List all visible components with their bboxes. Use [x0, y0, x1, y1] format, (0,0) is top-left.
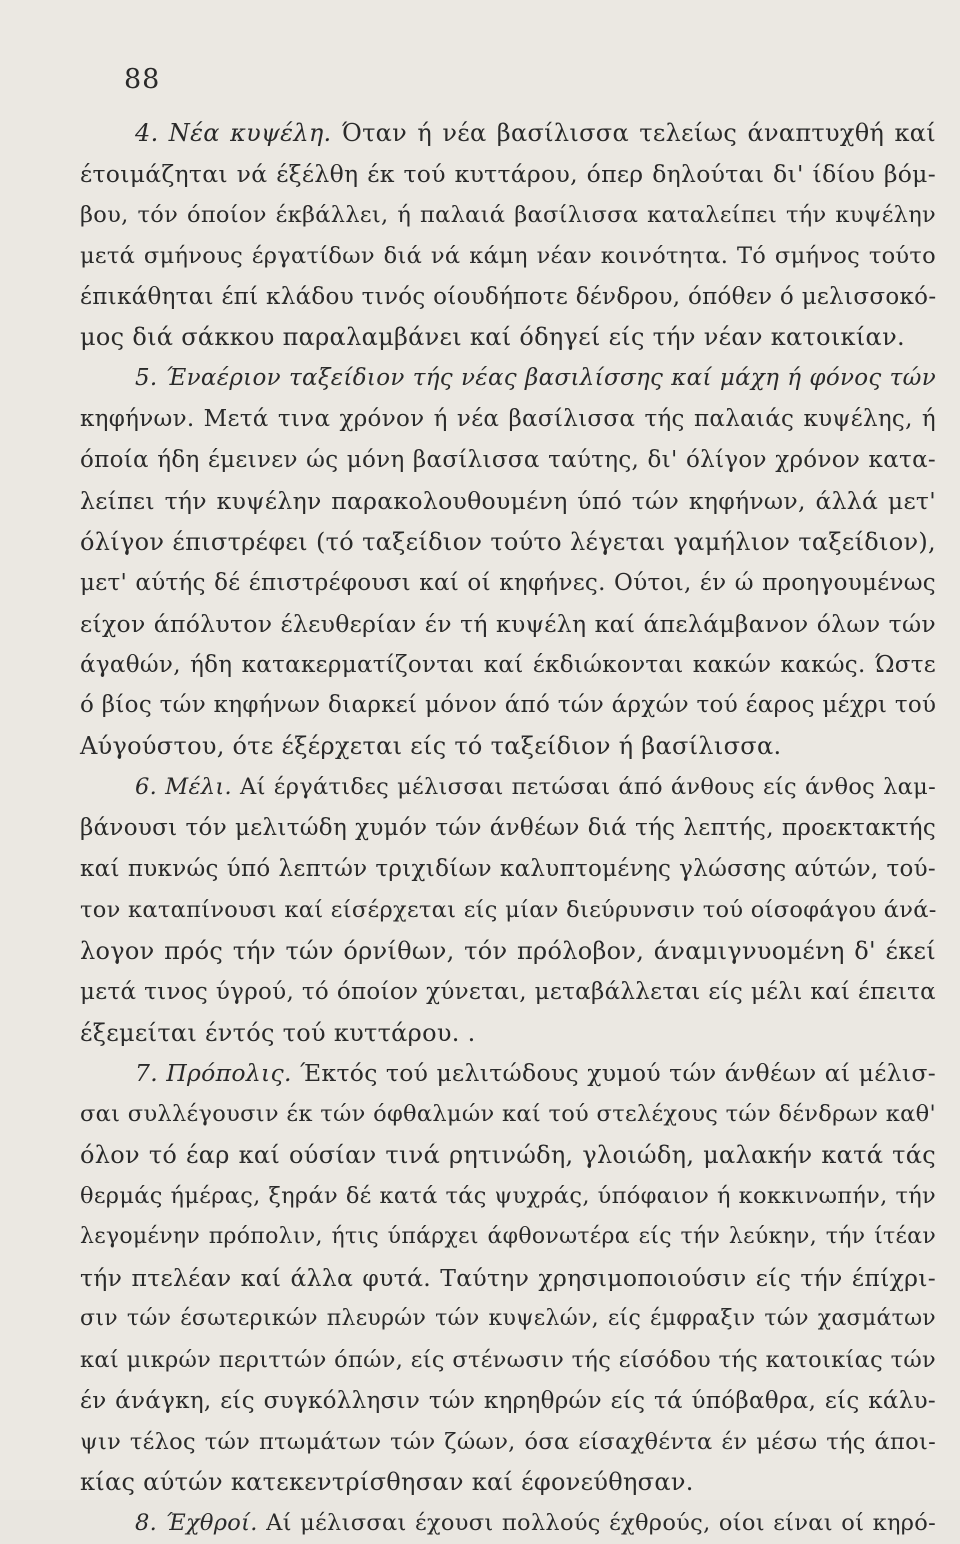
section-heading: 8. Έχθροί. — [135, 1510, 258, 1537]
text-line: καί πυκνώς ύπό λεπτών τριχιδίων καλυπτομένης γλώσσης αύτών, τού- — [80, 856, 936, 883]
text-line: 4. Νέα κυψέλη. Όταν ή νέα βασίλισσα τελείως άναπτυχθή καί — [135, 119, 936, 147]
text-line: Αύγούστου, ότε έξέρχεται είς τό ταξείδιον ή βασίλισσα. — [80, 732, 782, 761]
text-line: μετά τινος ύγρού, τό όποίον χύνεται, μεταβάλλεται είς μέλι καί έπειτα — [80, 978, 936, 1005]
text-line: έξεμείται έντός τού κυττάρου. . — [80, 1018, 476, 1047]
section-heading: 4. Νέα κυψέλη. — [135, 119, 332, 147]
text-line: είχον άπόλυτον έλευθερίαν έν τή κυψέλη καί άπελάμβανον όλων τών — [80, 609, 936, 638]
text-line: ό βίος τών κηφήνων διαρκεί μόνον άπό τών άρχών τού έαρος μέχρι τού — [80, 692, 937, 719]
text-line: μετ' αύτής δέ έπιστρέφουσι καί οί κηφήνες. Ούτοι, έν ώ προηγουμένως — [80, 569, 936, 596]
text-line: σιν τών έσωτερικών πλευρών τών κυψελών, είς έμφραξιν τών χασμάτων — [80, 1305, 936, 1331]
text-body — [80, 113, 936, 1544]
text-line: τήν πτελέαν καί άλλα φυτά. Ταύτην χρησιμοποιούσιν είς τήν έπίχρι- — [80, 1263, 936, 1292]
text-line: 7. Πρόπολις. Έκτός τού μελιτώδους χυμού τών άνθέων αί μέλισ- — [135, 1059, 936, 1088]
text-line: ψιν τέλος τών πτωμάτων τών ζώων, όσα είσαχθέντα έν μέσω τής άποι- — [80, 1428, 936, 1455]
section-heading: 6. Μέλι. — [135, 774, 232, 801]
text-line: λογον πρός τήν τών όρνίθων, τόν πρόλοβον, άναμιγνυομένη δ' έκεί — [80, 936, 936, 965]
text-line: κηφήνων. Μετά τινα χρόνον ή νέα βασίλισσα τής παλαιάς κυψέλης, ή — [80, 406, 936, 433]
text-line: τον καταπίνουσι καί είσέρχεται είς μίαν διεύρυνσιν τού οίσοφάγου άνά- — [80, 896, 937, 923]
text-line: σαι συλλέγουσιν έκ τών όφθαλμών καί τού στελέχους τών δένδρων καθ' — [80, 1101, 936, 1128]
text-line: μετά σμήνους έργατίδων διά νά κάμη νέαν κοινότητα. Τό σμήνος τούτο — [80, 242, 936, 269]
text-line: έν άνάγκη, είς συγκόλλησιν τών κηρηθρών είς τά ύπόβαθρα, είς κάλυ- — [80, 1387, 936, 1414]
text-line: 8. Έχθροί. Αί μέλισσαι έχουσι πολλούς έχθρούς, οίοι είναι οί κηρό- — [135, 1510, 937, 1537]
text-line: έπικάθηται έπί κλάδου τινός οίουδήποτε δένδρου, όπόθεν ό μελισσοκό- — [80, 283, 937, 310]
text-line: άγαθών, ήδη κατακερματίζονται καί έκδιώκονται κακών κακώς. Ώστε — [80, 651, 936, 678]
text-line: όλον τό έαρ καί ούσίαν τινά ρητινώδη, γλοιώδη, μαλακήν κατά τάς — [80, 1141, 936, 1170]
text-line: βάνουσι τόν μελιτώδη χυμόν τών άνθέων διά τής λεπτής, προεκτακτής — [80, 815, 936, 842]
text-line: έτοιμάζηται νά έξέλθη έκ τού κυττάρου, όπερ δηλούται δι' ίδίου βόμ- — [80, 159, 936, 188]
page-number: 88 — [124, 64, 161, 95]
text-line: 6. Μέλι. Αί έργάτιδες μέλισσαι πετώσαι άπό άνθους είς άνθος λαμ- — [135, 774, 936, 801]
text-line: λεγομένην πρόπολιν, ήτις ύπάρχει άφθονωτέρα είς τήν λεύκην, τήν ίτέαν — [80, 1224, 936, 1250]
text-line: όλίγον έπιστρέφει (τό ταξείδιον τούτο λέγεται γαμήλιον ταξείδιον), — [80, 527, 936, 556]
text-line: καί μικρών περιττών όπών, είς στένωσιν τής είσόδου τής κατοικίας τών — [80, 1346, 936, 1373]
text-line: όποία ήδη έμεινεν ώς μόνη βασίλισσα ταύτης, δι' όλίγον χρόνον κατα- — [80, 447, 936, 474]
section-heading: 7. Πρόπολις. — [135, 1059, 292, 1088]
text-line: λείπει τήν κυψέλην παρακολουθουμένη ύπό τών κηφήνων, άλλά μετ' — [80, 487, 936, 516]
text-line: μος διά σάκκου παραλαμβάνει καί όδηγεί είς τήν νέαν κατοικίαν. — [80, 323, 905, 352]
text-line: βου, τόν όποίον έκβάλλει, ή παλαιά βασίλισσα καταλείπει τήν κυψέλην — [80, 201, 936, 228]
text-line: θερμάς ήμέρας, ξηράν δέ κατά τάς ψυχράς, ύπόφαιον ή κοκκινωπήν, τήν — [80, 1183, 936, 1210]
text-line: κίας αύτών κατεκεντρίσθησαν καί έφονεύθησαν. — [80, 1468, 694, 1497]
section-heading: 5. Έναέριον ταξείδιον τής νέας βασιλίσσης καί μάχη ή φόνος τών — [135, 365, 936, 392]
